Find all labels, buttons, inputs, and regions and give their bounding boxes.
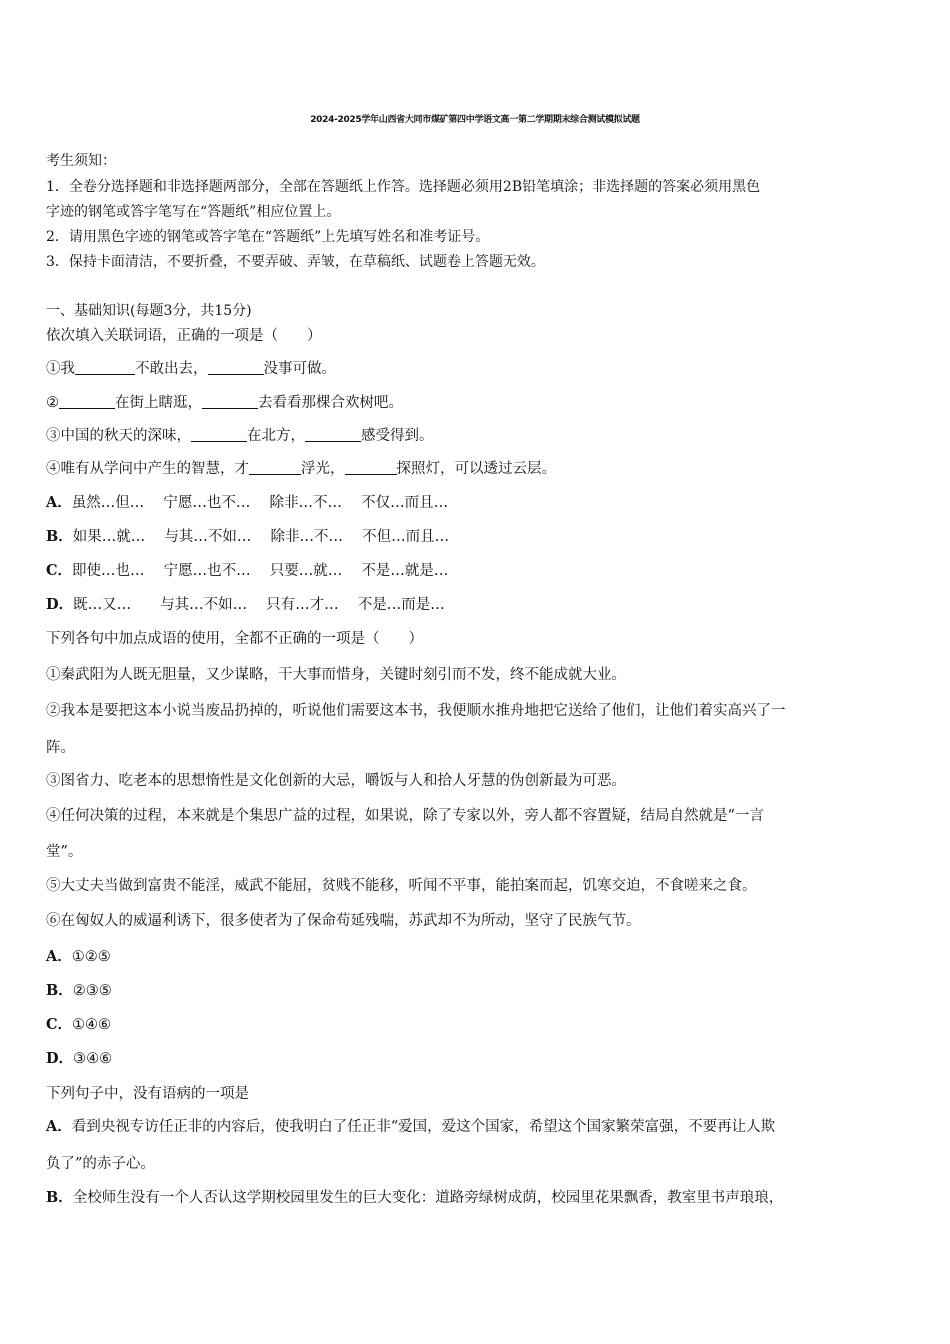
sentence-1 bbox=[46, 360, 336, 378]
question-stem: 依次填入关联词语，正确的一项是（ ） bbox=[46, 328, 322, 344]
option-b bbox=[46, 1189, 783, 1207]
sentence-part: 没事可做。 bbox=[263, 361, 336, 377]
fill-blank bbox=[305, 427, 361, 442]
option-text: 如果…就… 与其…不如… 除非…不… 不但…而且… bbox=[72, 529, 450, 545]
sentence-part: ② bbox=[46, 395, 59, 411]
option-label: B． bbox=[46, 982, 73, 999]
option-label: D． bbox=[46, 1050, 74, 1067]
fill-blank bbox=[202, 394, 258, 409]
notice-item: 2．请用黑色字迹的钢笔或答字笔在“答题纸”上先填写姓名和准考证号。 bbox=[46, 229, 490, 245]
question-line: 堂”。 bbox=[46, 844, 83, 860]
option-text: ②③⑤ bbox=[72, 983, 112, 999]
option-d bbox=[46, 1050, 112, 1068]
question-stem: 下列句子中，没有语病的一项是 bbox=[46, 1086, 249, 1102]
option-label: A． bbox=[46, 1118, 72, 1135]
sentence-part: 浮光， bbox=[301, 461, 345, 477]
option-b bbox=[46, 528, 449, 546]
page-title: 2024-2025学年山西省大同市煤矿第四中学语文高一第二学期期末综合测试模拟试题 bbox=[310, 115, 640, 125]
sentence-part: ③中国的秋天的深味， bbox=[46, 428, 191, 444]
sentence-part: 感受得到。 bbox=[361, 428, 434, 444]
option-label: C． bbox=[46, 562, 73, 579]
option-b bbox=[46, 982, 112, 1000]
option-text: ③④⑥ bbox=[73, 1051, 113, 1067]
fill-blank bbox=[75, 360, 135, 375]
notice-item: 字迹的钢笔或答字笔写在“答题纸”相应位置上。 bbox=[46, 204, 341, 220]
notice-item: 1．全卷分选择题和非选择题两部分，全部在答题纸上作答。选择题必须用2B铅笔填涂；非选择题的答案必须用黑色 bbox=[46, 179, 761, 195]
section-heading: 一、基础知识(每题3分，共15分) bbox=[46, 303, 252, 319]
fill-blank bbox=[191, 427, 247, 442]
fill-blank bbox=[208, 360, 264, 375]
question-line: ④任何决策的过程，本来就是个集思广益的过程，如果说，除了专家以外，旁人都不容置疑，结局自然就是“一言 bbox=[46, 808, 764, 824]
option-label: C． bbox=[46, 1016, 73, 1033]
option-c bbox=[46, 562, 448, 580]
sentence-part: ①我 bbox=[46, 361, 75, 377]
question-line: ⑤大丈夫当做到富贵不能淫，威武不能屈，贫贱不能移，听闻不平事，能拍案而起，饥寒交迫，不食嗟来之食。 bbox=[46, 878, 757, 894]
option-text: 全校师生没有一个人否认这学期校园里发生的巨大变化：道路旁绿树成荫，校园里花果飘香，教室里书声琅琅， bbox=[72, 1190, 784, 1206]
option-text: 即使…也… 宁愿…也不… 只要…就… 不是…就是… bbox=[72, 563, 449, 579]
notice-heading: 考生须知： bbox=[46, 153, 116, 169]
option-text: ①②⑤ bbox=[71, 949, 111, 965]
fill-blank bbox=[345, 460, 397, 475]
option-c bbox=[46, 1016, 111, 1034]
question-stem: 下列各句中加点成语的使用，全都不正确的一项是（ ） bbox=[46, 631, 423, 647]
option-text: ①④⑥ bbox=[72, 1017, 112, 1033]
option-a bbox=[46, 1118, 775, 1136]
option-label: D． bbox=[46, 596, 74, 613]
sentence-part: ④唯有从学问中产生的智慧，才 bbox=[46, 461, 249, 477]
sentence-part: 在北方， bbox=[247, 428, 305, 444]
notice-item: 3．保持卡面清洁，不要折叠，不要弄破、弄皱，在草稿纸、试题卷上答题无效。 bbox=[46, 254, 545, 270]
question-line: ⑥在匈奴人的威逼利诱下，很多使者为了保命苟延残喘，苏武却不为所动，坚守了民族气节。 bbox=[46, 913, 641, 929]
sentence-2 bbox=[46, 394, 403, 412]
option-d bbox=[46, 596, 445, 614]
option-continuation: 负了”的赤子心。 bbox=[46, 1156, 155, 1172]
sentence-part: 探照灯，可以透过云层。 bbox=[396, 461, 556, 477]
sentence-part: 去看看那棵合欢树吧。 bbox=[258, 395, 403, 411]
sentence-part: 不敢出去， bbox=[135, 361, 208, 377]
option-label: A． bbox=[46, 494, 72, 511]
option-label: B． bbox=[46, 528, 73, 545]
question-line: 阵。 bbox=[46, 740, 75, 756]
option-a bbox=[46, 948, 111, 966]
sentence-4 bbox=[46, 460, 556, 478]
fill-blank bbox=[59, 394, 115, 409]
sentence-part: 在街上瞎逛， bbox=[115, 395, 202, 411]
question-line: ①秦武阳为人既无胆量，又少谋略，干大事而惜身，关键时刻引而不发，终不能成就大业。 bbox=[46, 667, 626, 683]
question-line: ②我本是要把这本小说当废品扔掉的，听说他们需要这本书，我便顺水推舟地把它送给了他们，让他们着实高兴了一 bbox=[46, 703, 786, 719]
fill-blank bbox=[249, 460, 301, 475]
question-line: ③图省力、吃老本的思想惰性是文化创新的大忌，嚼饭与人和拾人牙慧的伪创新最为可恶。 bbox=[46, 773, 626, 789]
option-text: 既…又… 与其…不如… 只有…才… 不是…而是… bbox=[73, 597, 445, 613]
sentence-3 bbox=[46, 427, 434, 445]
option-text: 看到央视专访任正非的内容后，使我明白了任正非“爱国，爱这个国家，希望这个国家繁荣富强，不要再让人欺 bbox=[71, 1119, 776, 1135]
option-a bbox=[46, 494, 448, 512]
option-text: 虽然…但… 宁愿…也不… 除非…不… 不仅…而且… bbox=[71, 495, 449, 511]
option-label: A． bbox=[46, 948, 72, 965]
option-label: B． bbox=[46, 1189, 73, 1206]
